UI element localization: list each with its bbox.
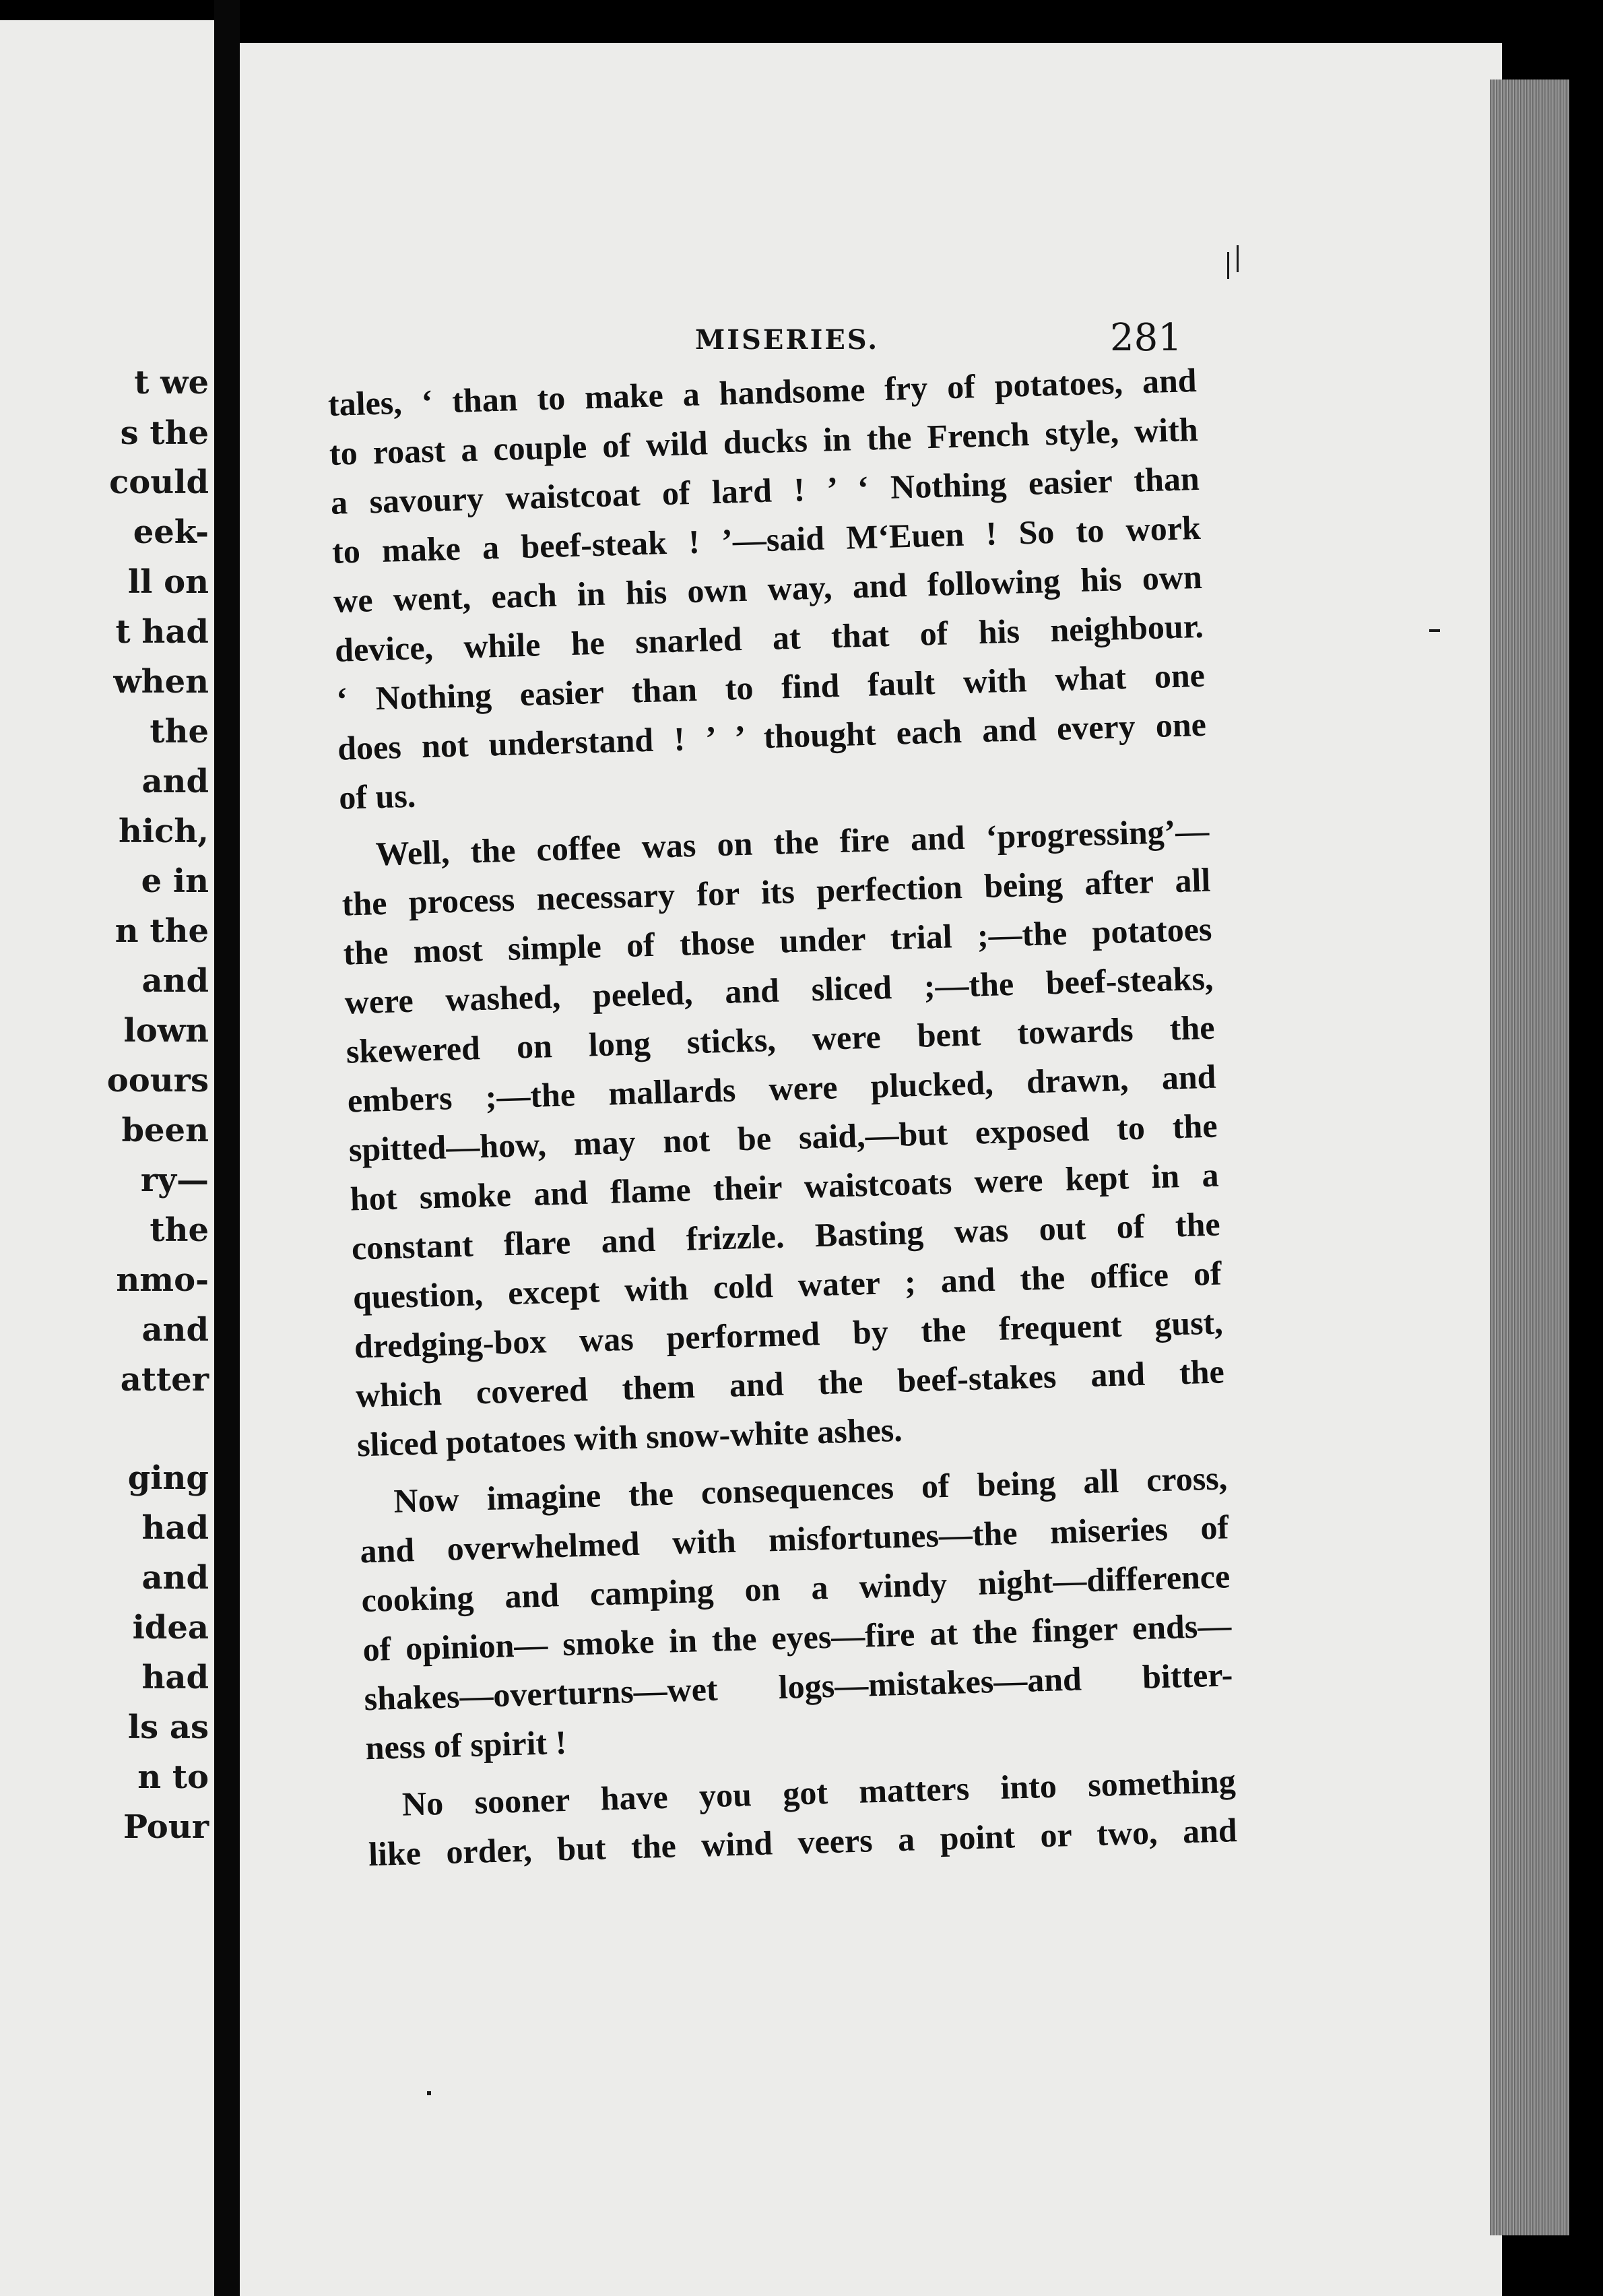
left-page-fragment: had [141,1509,209,1547]
text-line: of us. [338,776,416,817]
left-page-fragment: the [150,1211,209,1249]
text-line: spitted—how, may not be said,—but exposed to the [348,1106,1218,1169]
text-line: embers ;—the mallards were plucked, drawn, and [347,1057,1217,1120]
text-line: Now imagine the consequences of being all cross, [393,1459,1228,1520]
scan-speck [1227,252,1229,279]
text-line: No sooner have you got matters into something [401,1762,1237,1823]
left-page-fragment: lown [123,1012,209,1050]
text-line: of opinion— smoke in the eyes—fire at the finger ends— [362,1606,1232,1669]
text-line: to make a beef-steak ! ’—said M‘Euen ! So to work [331,508,1202,571]
text-line: sliced potatoes with snow-white ashes. [356,1410,903,1464]
text-line: dredging-box was performed by the frequent gust, [354,1303,1224,1366]
text-line: we went, each in his own way, and following his own [333,557,1203,620]
left-page-fragment: t we [134,364,209,402]
left-page-fragment: ging [127,1459,209,1497]
text-line: and overwhelmed with misfortunes—the miseries of [359,1508,1229,1570]
text-line: which covered them and the beef-stakes and the [355,1352,1225,1415]
left-page-fragment: n to [137,1758,209,1796]
text-line: does not understand ! ’ ’ thought each and every one [337,705,1207,767]
left-page-fragment: eek- [133,513,209,551]
left-page-fragment: ls as [127,1709,209,1746]
text-line: Well, the coffee was on the fire and ‘progressing’— [374,811,1210,873]
text-line: were washed, peeled, and sliced ;—the beef-steaks, [344,959,1214,1021]
left-page-fragment: and [141,1311,209,1349]
left-page-fragment: e in [141,862,209,900]
left-page-fragment: could [109,464,209,501]
left-page-fragment: and [141,962,209,1000]
left-page-fragment: and [141,1559,209,1597]
left-page-fragment: ll on [127,563,209,601]
left-page-fragment: nmo- [116,1261,209,1299]
text-line: constant flare and frizzle. Basting was out of the [351,1205,1221,1267]
scan-speck [427,2091,431,2095]
left-facing-page [0,20,214,2296]
text-line: ness of spirit ! [364,1723,567,1767]
left-page-fragment: atter [120,1361,209,1399]
right-page [240,43,1502,2296]
scan-speck [1429,629,1440,632]
running-head: MISERIES. [695,324,880,356]
text-line: to roast a couple of wild ducks in the French style, with [329,410,1199,472]
text-line: like order, but the wind veers a point or two, and [368,1811,1238,1874]
text-line: tales, ‘ than to make a handsome fry of potatoes, and [327,360,1198,423]
page-header [240,276,1502,360]
left-page-fragment: idea [132,1609,209,1647]
page-number: 281 [1110,316,1182,360]
left-page-fragment: had [141,1659,209,1696]
left-page-fragment: oours [106,1062,209,1099]
left-page-fragment: ry— [140,1161,209,1199]
page-edges [1490,79,1569,2235]
text-line: the process necessary for its perfection being after all [341,860,1212,923]
book-gutter [214,0,240,2296]
left-page-fragment: Pour [123,1808,209,1846]
left-page-fragment: and [141,763,209,800]
text-line: device, while he snarled at that of his neighbour. [334,606,1204,669]
scan-speck [1237,245,1239,272]
text-line: the most simple of those under trial ;—the potatoes [342,910,1213,972]
text-line: question, except with cold water ; and the office of [352,1254,1222,1316]
text-line: a savoury waistcoat of lard ! ’ ‘ Nothing easier than [330,459,1200,521]
left-page-fragment: the [150,713,209,751]
text-line: ‘ Nothing easier than to find fault with what one [335,656,1206,718]
left-page-fragment: hich, [119,812,209,850]
text-line: shakes—overturns—wet logs—mistakes—and bitter- [363,1655,1233,1718]
text-line: hot smoke and flame their waistcoats were kept in a [350,1155,1220,1218]
left-page-fragment: n the [115,912,209,950]
text-line: cooking and camping on a windy night—difference [360,1557,1231,1620]
left-page-fragment: when [113,663,209,701]
left-page-fragment: t had [115,613,209,651]
body-text [327,356,1238,1879]
text-line: skewered on long sticks, were bent towards the [346,1008,1216,1071]
scan-border [1569,0,1603,2296]
left-page-fragment: s the [120,414,209,452]
left-page-fragment: been [121,1112,209,1149]
